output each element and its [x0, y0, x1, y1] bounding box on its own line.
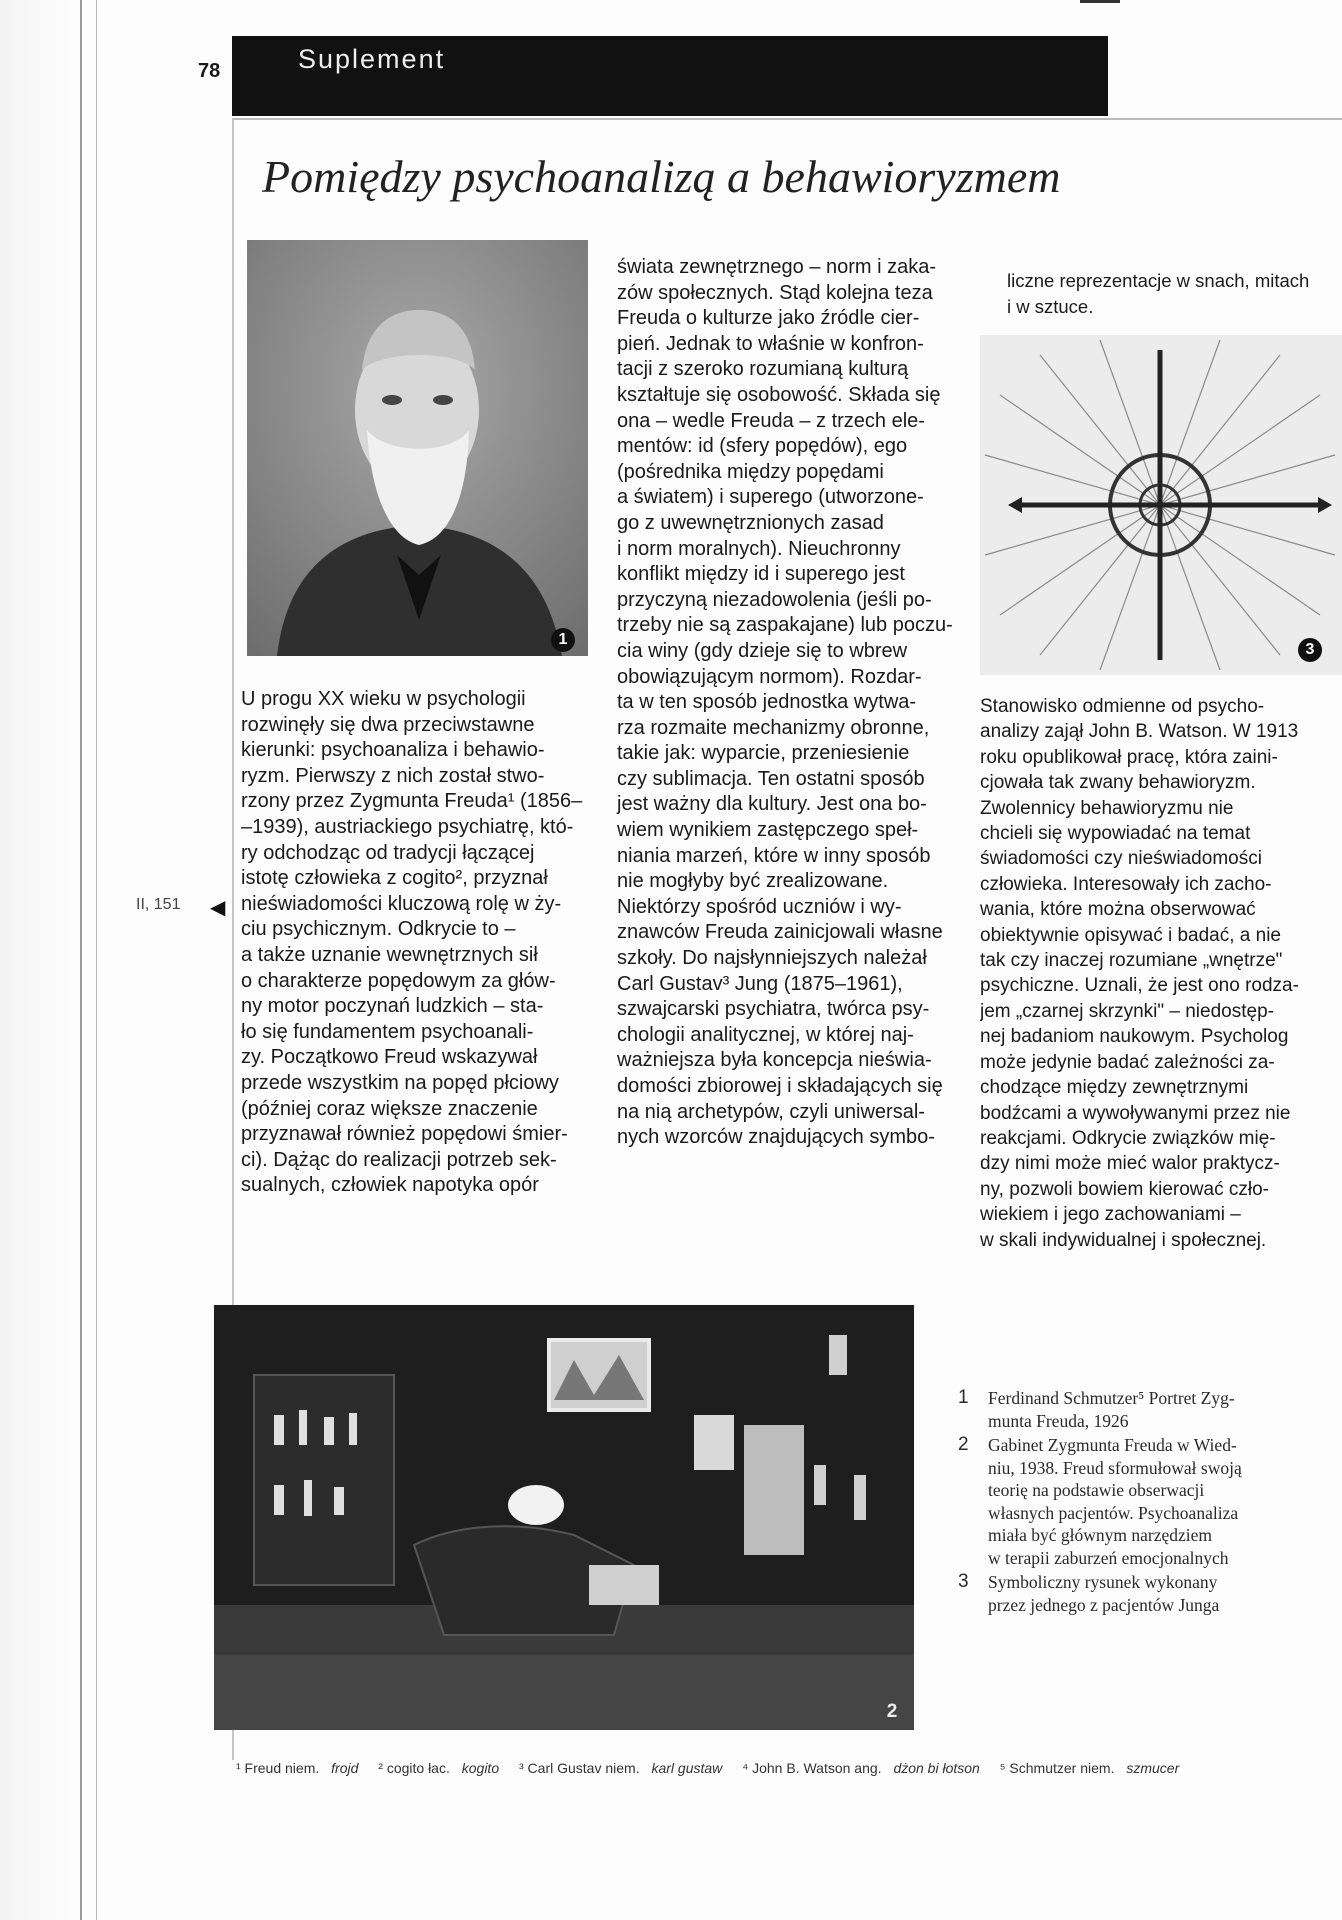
text-line: analizy zajął John B. Watson. W 1913 [980, 721, 1299, 743]
caption-number: 1 [958, 1387, 969, 1408]
text-line: U progu XX wieku w psychologii [241, 688, 526, 710]
text-line: jest ważny dla kultury. Jest ona bo- [617, 793, 927, 816]
footnote-term: ³ Carl Gustav niem. [519, 1760, 640, 1776]
caption-item [958, 1434, 1338, 1569]
caption-line: Ferdinand Schmutzer⁵ Portret Zyg- [988, 1388, 1235, 1408]
photo-marker-3: 3 [1298, 638, 1322, 662]
text-line: ta w ten sposób jednostka wytwa- [617, 691, 917, 714]
text-line: ryzm. Pierwszy z nich został stwo- [241, 764, 545, 787]
text-line: szwajcarski psychiatra, twórca psy- [617, 998, 930, 1021]
caption-item [958, 1387, 1338, 1432]
footnote [1000, 1760, 1188, 1776]
text-line: ci). Dążąc do realizacji potrzeb sek- [241, 1148, 557, 1171]
text-line: ciu psychicznym. Odkrycie to – [241, 918, 516, 941]
scan-edge-shadow [0, 0, 70, 1920]
caption-number: 3 [958, 1571, 969, 1592]
text-line: a także uznanie wewnętrznych sił [241, 943, 538, 966]
text-line: jem „czarnej skrzynki" – niedostęp- [980, 1000, 1274, 1022]
text-line: ważniejsza była koncepcja nieświa- [617, 1049, 932, 1072]
footnote-pronunciation: szmucer [1126, 1760, 1180, 1776]
text-line: znawców Freuda zainicjowali własne [617, 921, 943, 944]
text-line: nieświadomości kluczową rolę w ży- [241, 892, 562, 915]
footnote-pronunciation: dżon bi łotson [893, 1760, 980, 1776]
scan-edge-line [80, 0, 82, 1920]
text-line: (później coraz większe znaczenie [241, 1097, 538, 1120]
text-line: cjowała tak zwany behawioryzm. [980, 772, 1256, 794]
text-line: świadomości czy nieświadomości [980, 848, 1262, 870]
study-interior [214, 1305, 914, 1730]
text-line: a światem) i superego (utworzone- [617, 486, 924, 509]
text-line: szkoły. Do najsłynniejszych należał [617, 947, 927, 970]
section-title: Suplement [298, 44, 446, 74]
footnote [236, 1760, 366, 1776]
text-line: chologii analitycznej, w której naj- [617, 1023, 914, 1046]
text-line: roku opublikował pracę, która zaini- [980, 746, 1278, 768]
text-line: zów społecznych. Stąd kolejna teza [617, 281, 933, 304]
text-line: mentów: id (sfery popędów), ego [617, 435, 908, 458]
text-line: pień. Jednak to właśnie w konfron- [617, 332, 924, 355]
text-line: wiekiem i jego zachowaniami – [980, 1204, 1241, 1226]
footnote [378, 1760, 507, 1776]
text-line: obiektywnie opisywać i badać, a nie [980, 924, 1282, 946]
text-line: chodzące między zewnętrznymi [980, 1077, 1249, 1099]
text-line: ny motor poczynań ludzkich – sta- [241, 995, 544, 1018]
caption-item [958, 1571, 1338, 1616]
text-line: tak czy inaczej rozumiane „wnętrze" [980, 950, 1283, 972]
text-line: świata zewnętrznego – norm i zaka- [617, 256, 937, 278]
text-line: obowiązującym normom). Rozdar- [617, 665, 922, 688]
text-line: cia winy (gdy dzieje się to wbrew [617, 639, 908, 662]
text-line: w skali indywidualnej i społecznej. [980, 1229, 1267, 1251]
footnote-pronunciation: kogito [461, 1760, 500, 1776]
photo-marker-1: 1 [551, 628, 575, 652]
caption-line: przez jednego z pacjentów Junga [988, 1594, 1220, 1615]
text-line: czy sublimacja. Ten ostatni sposób [617, 767, 925, 790]
scan-edge-line [96, 0, 97, 1920]
text-line: ona – wedle Freuda – z trzech ele- [617, 409, 925, 432]
footnotes [236, 1760, 1336, 1776]
text-line: dzy nimi może mieć walor praktycz- [980, 1153, 1280, 1175]
text-line: rozwinęły się dwa przeciwstawne [241, 713, 535, 736]
text-line: Zwolennicy behawioryzmu nie [980, 797, 1234, 819]
text-line: psychiczne. Uznali, że jest ono rodza- [980, 975, 1299, 997]
text-line: bodźcami a wywoływanymi przez nie [980, 1102, 1291, 1124]
caption-line: Symboliczny rysunek wykonany [988, 1572, 1218, 1592]
text-line: rzony przez Zygmunta Freuda¹ (1856– [241, 790, 583, 813]
caption-line: miała być głównym narzędziem [988, 1525, 1213, 1545]
article-column-3 [980, 694, 1342, 1253]
text-line: go z uwewnętrznionych zasad [617, 511, 884, 534]
footnote-pronunciation: frojd [331, 1760, 359, 1776]
caption-line: munta Freuda, 1926 [988, 1410, 1129, 1431]
text-line: reakcjami. Odkrycie związków mię- [980, 1127, 1276, 1149]
text-line: tacji z szeroko rozumianą kulturą [617, 358, 909, 381]
article-column-2 [617, 255, 962, 1151]
text-line: wania, które można obserwować [980, 899, 1256, 921]
text-line: nej badaniom naukowym. Psycholog [980, 1026, 1289, 1048]
text-line: przyznawał również popędowi śmier- [241, 1123, 568, 1146]
text-line: chcieli się wypowiadać na temat [980, 823, 1251, 845]
scan-edge-line [1080, 0, 1120, 3]
text-line: i norm moralnych). Nieuchronny [617, 537, 901, 560]
text-line: sualnych, człowiek napotyka opór [241, 1174, 539, 1197]
text-line: wiem wynikiem zastępczego speł- [617, 819, 919, 842]
text-line: kształtuje się osobowość. Składa się [617, 383, 941, 406]
text-line: istotę człowieka z cogito², przyznał [241, 867, 548, 890]
mandala-drawing [980, 335, 1342, 675]
text-line: człowieka. Interesowały ich zacho- [980, 873, 1272, 895]
article-column-3-top [1007, 268, 1342, 319]
text-line: ło się fundamentem psychoanali- [241, 1020, 534, 1043]
text-line: na nią archetypów, czyli uniwersal- [617, 1100, 925, 1123]
text-line: ny, pozwoli bowiem kierować czło- [980, 1178, 1269, 1200]
text-line: może jedynie badać zależności za- [980, 1051, 1275, 1073]
text-line: przede wszystkim na popęd płciowy [241, 1071, 559, 1094]
portrait-photo [247, 240, 588, 656]
footnote-pronunciation: karl gustaw [651, 1760, 723, 1776]
text-line: (pośrednika między popędami [617, 460, 884, 483]
text-line: kierunki: psychoanaliza i behawio- [241, 739, 545, 762]
page-number: 78 [198, 60, 221, 82]
text-line: Niektórzy spośród uczniów i wy- [617, 895, 902, 918]
footnote-term: ⁴ John B. Watson ang. [742, 1760, 882, 1776]
footnote-term: ¹ Freud niem. [236, 1760, 320, 1776]
photo-marker-2: 2 [886, 1701, 898, 1722]
text-line: liczne reprezentacje w snach, mitach [1007, 270, 1310, 291]
article-title: Pomiędzy psychoanalizą a behawioryzmem [262, 151, 1061, 202]
caption-line: własnych pacjentów. Psychoanaliza [988, 1502, 1239, 1523]
text-line: domości zbiorowej i składających się [617, 1075, 943, 1097]
left-pointing-triangle-icon: ◀ [210, 897, 226, 919]
text-line: zy. Początkowo Freud wskazywał [241, 1046, 538, 1069]
text-line: i w sztuce. [1007, 295, 1094, 317]
text-line: Carl Gustav³ Jung (1875–1961), [617, 972, 903, 995]
text-line: rza rozmaite mechanizmy obronne, [617, 716, 930, 739]
text-line: nych wzorców znajdujących symbo- [617, 1126, 935, 1149]
text-line: ry odchodząc od tradycji łączącej [241, 841, 535, 864]
caption-line: teorię na podstawie obserwacji [988, 1480, 1205, 1500]
text-line: niania marzeń, które w inny sposób [617, 844, 931, 867]
footnote [519, 1760, 730, 1776]
portrait-drawing [247, 240, 588, 656]
text-line: nie mogłyby być zrealizowane. [617, 870, 889, 893]
caption-line: w terapii zaburzeń emocjonalnych [988, 1547, 1229, 1568]
caption-line: niu, 1938. Freud sformułował swoją [988, 1457, 1242, 1478]
caption-number: 2 [958, 1434, 969, 1455]
text-line: konflikt między id i superego jest [617, 563, 905, 586]
text-line: Freuda o kulturze jako źródle cier- [617, 307, 920, 330]
text-line: takie jak: wyparcie, przeniesienie [617, 742, 910, 765]
figure-captions [958, 1387, 1338, 1618]
text-line: przyczyną niezadowolenia (jeśli po- [617, 588, 932, 611]
study-photo [214, 1305, 914, 1730]
footnote [742, 1760, 988, 1776]
footnote-term: ⁵ Schmutzer niem. [999, 1760, 1115, 1776]
caption-line: Gabinet Zygmunta Freuda w Wied- [988, 1435, 1237, 1455]
text-line: o charakterze popędowym za głów- [241, 969, 556, 992]
text-line: Stanowisko odmienne od psycho- [980, 696, 1265, 717]
symbolic-drawing [980, 335, 1342, 675]
article-column-1 [241, 687, 585, 1199]
footnote-term: ² cogito łac. [378, 1760, 450, 1776]
text-line: –1939), austriackiego psychiatrę, któ- [241, 815, 574, 838]
text-line: trzeby nie są zaspakajane) lub poczu- [617, 614, 953, 637]
margin-cross-reference: II, 151 [136, 896, 181, 913]
